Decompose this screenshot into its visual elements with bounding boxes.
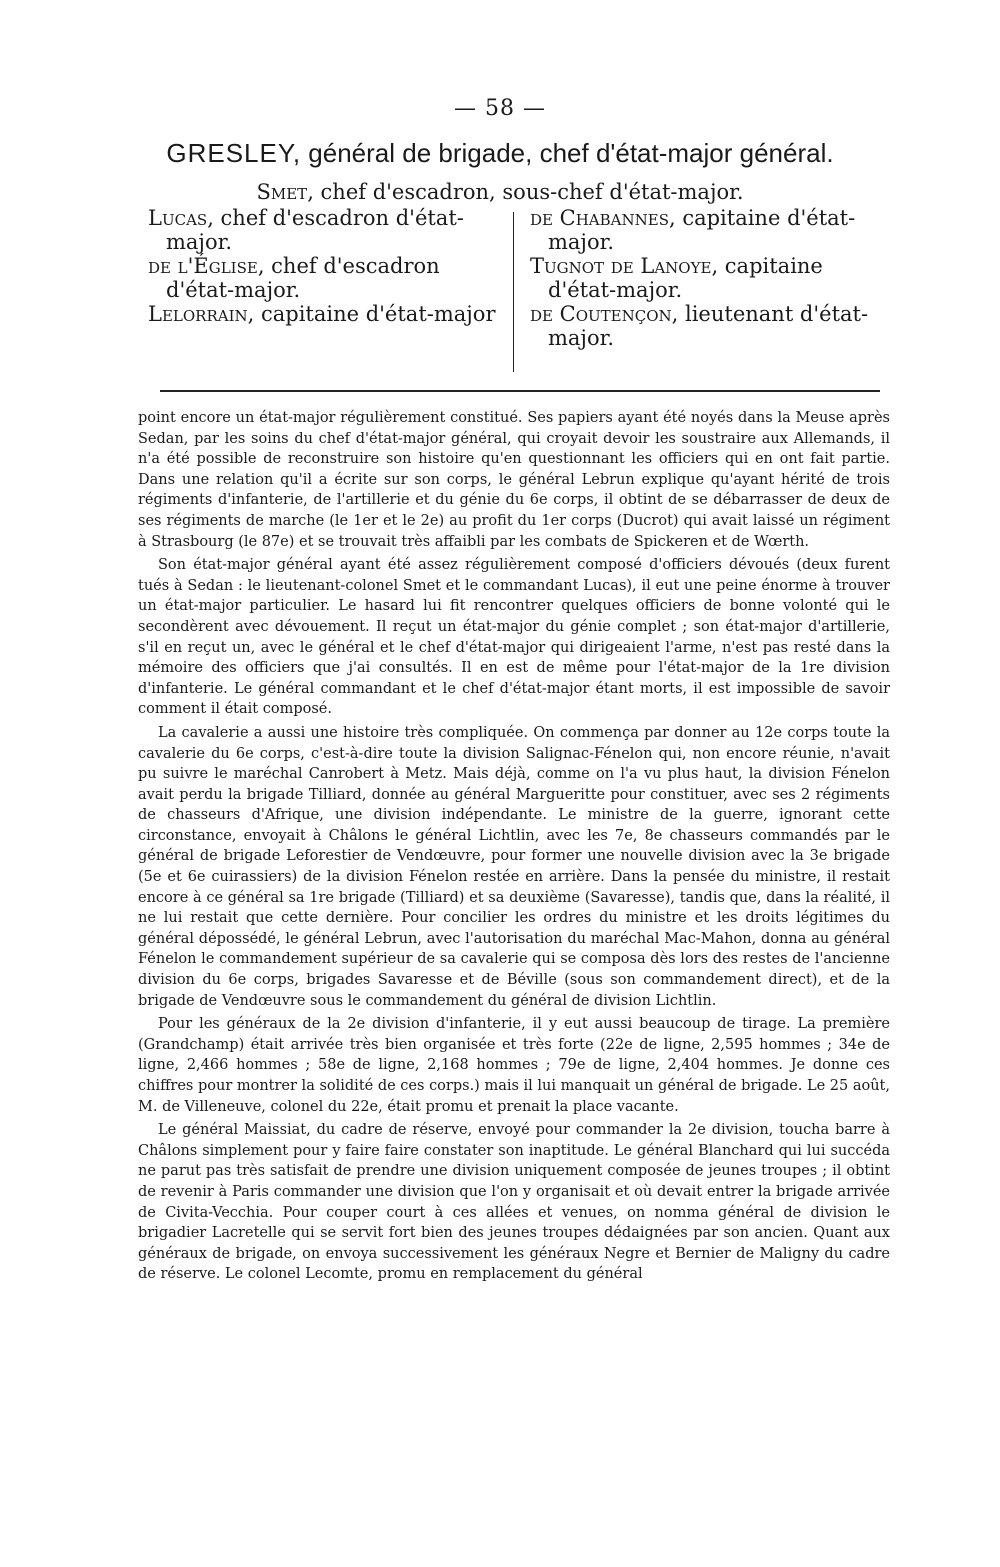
body-text xyxy=(138,408,890,1288)
officer-role: , chef d'escadron d'état-major. xyxy=(166,206,464,254)
general-name: GRESLEY, xyxy=(166,138,302,168)
officer-name: de Chabannes xyxy=(530,206,669,230)
officer-role: , capitaine d'état-major. xyxy=(548,206,856,254)
officer-name: Tugnot de Lanoye xyxy=(530,254,712,278)
officer-name: Lucas xyxy=(148,206,208,230)
section-rule xyxy=(160,390,880,392)
staff-left-column xyxy=(148,206,498,326)
staff-entry xyxy=(148,302,498,326)
officer-name: de Coutençon xyxy=(530,302,672,326)
officer-role: , capitaine d'état-major. xyxy=(548,254,823,302)
general-role: général de brigade, chef d'état-major général. xyxy=(301,138,834,168)
staff-right-column xyxy=(530,206,890,350)
paragraph: point encore un état-major régulièrement constitué. Ses papiers ayant été noyés dans la Meuse après Sedan, par les soins du chef d'état-major général, qui croyait devoir les soustraire aux Allemands, il n'a été possible de reconstruire son histoire qu'en questionnant les officiers qui en ont fait partie. Dans une relation qu'il a écrite sur son corps, le général Lebrun explique qu'ayant hérité de trois régiments d'infanterie, de l'artillerie et du génie du 6e corps, il obtint de se débarrasser de deux de ses régiments de marche (le 1er et le 2e) au profit du 1er corps (Ducrot) qui avait laissé un régiment à Strasbourg (le 87e) et se trouvait très affaibli par les combats de Spickeren et de Wœrth. xyxy=(138,410,890,550)
staff-entry xyxy=(530,302,890,350)
officer-name: de l'Église xyxy=(148,254,258,278)
paragraph: Son état-major général ayant été assez régulièrement composé d'officiers dévoués (deux furent tués à Sedan : le lieutenant-colonel Smet et le commandant Lucas), il eut une peine énorme à trouver un état-major particulier. Le hasard lui fit rencontrer quelques officiers de bonne volonté qui le secondèrent avec dévouement. Il reçut un état-major du génie complet ; son état-major d'artillerie, s'il en reçut un, avec le général et le chef d'état-major qui dirigeaient l'arme, n'est pas resté dans la mémoire des officiers que j'ai consultés. Il en est de même pour l'état-major de la 1re division d'infanterie. Le général commandant et le chef d'état-major étant morts, il est impossible de savoir comment il était composé. xyxy=(138,557,890,718)
staff-entry xyxy=(530,206,890,254)
officer-name: Lelorrain xyxy=(148,302,248,326)
page-title xyxy=(120,138,880,169)
staff-entry xyxy=(148,206,498,254)
sub-chief-entry xyxy=(120,180,880,204)
page-number: — 58 — xyxy=(454,96,546,121)
staff-entry xyxy=(148,254,498,302)
officer-role: , lieutenant d'état-major. xyxy=(548,302,869,350)
staff-entry xyxy=(530,254,890,302)
paragraph: Pour les généraux de la 2e division d'infanterie, il y eut aussi beaucoup de tirage. La première (Grandchamp) était arrivée très bien organisée et très forte (22e de ligne, 2,595 hommes ; 34e de ligne, 2,466 hommes ; 58e de ligne, 2,168 hommes ; 79e de ligne, 2,404 hommes. Je donne ces chiffres pour montrer la solidité de ces corps.) mais il lui manquait un général de brigade. Le 25 août, M. de Villeneuve, colonel du 22e, était promu et prenait la place vacante. xyxy=(138,1016,890,1115)
officer-role: , capitaine d'état-major xyxy=(247,302,496,326)
paragraph: La cavalerie a aussi une histoire très compliquée. On commença par donner au 12e corps toute la cavalerie du 6e corps, c'est-à-dire toute la division Salignac-Fénelon qui, non encore réunie, n'avait pu suivre le maréchal Canrobert à Metz. Mais déjà, comme on l'a vu plus haut, la division Fénelon avait perdu la brigade Tilliard, donnée au général Margueritte pour constituer, avec ses 2 régiments de chasseurs d'Afrique, une division indépendante. Le ministre de la guerre, ignorant cette circonstance, envoyait à Châlons le général Lichtlin, avec les 7e, 8e chasseurs commandés par le général de brigade Leforestier de Vendœuvre, pour former une nouvelle division avec la 3e brigade (5e et 6e cuirassiers) de la division Fénelon restée en arrière. Dans la pensée du ministre, il restait encore à ce général sa 1re brigade (Tilliard) et sa deuxième (Savaresse), tandis que, dans la réalité, il ne lui restait que cette dernière. Pour concilier les ordres du ministre et les droits légitimes du général dépossédé, le général Lebrun, avec l'autorisation du maréchal Mac-Mahon, donna au général Fénelon le commandement supérieur de sa cavalerie qui se composa dès lors des restes de l'ancienne division du 6e corps, brigades Savaresse et de Béville (sous son commandement direct), et de la brigade de Vendœuvre sous le commandement du général de division Lichtlin. xyxy=(138,724,890,1009)
paragraph: Le général Maissiat, du cadre de réserve, envoyé pour commander la 2e division, toucha barre à Châlons simplement pour y faire faire constater son inaptitude. Le général Blanchard qui lui succéda ne parut pas très satisfait de prendre une division uniquement composée de jeunes troupes ; il obtint de revenir à Paris commander une division que l'on y organisait et où devait entrer la brigade arrivée de Civita-Vecchia. Pour couper court à ces allées et venues, on nomma général de division le brigadier Lacretelle qui se servit fort bien des jeunes troupes dédaignées par son ancien. Quant aux généraux de brigade, on envoya successivement les généraux Negre et Bernier de Maligny du cadre de réserve. Le colonel Lecomte, promu en remplacement du général xyxy=(138,1122,890,1283)
officer-name: Smet xyxy=(256,180,308,204)
officer-role: , chef d'escadron, sous-chef d'état-major. xyxy=(307,180,744,204)
column-divider xyxy=(513,212,514,372)
officer-role: , chef d'escadron d'état-major. xyxy=(166,254,440,302)
